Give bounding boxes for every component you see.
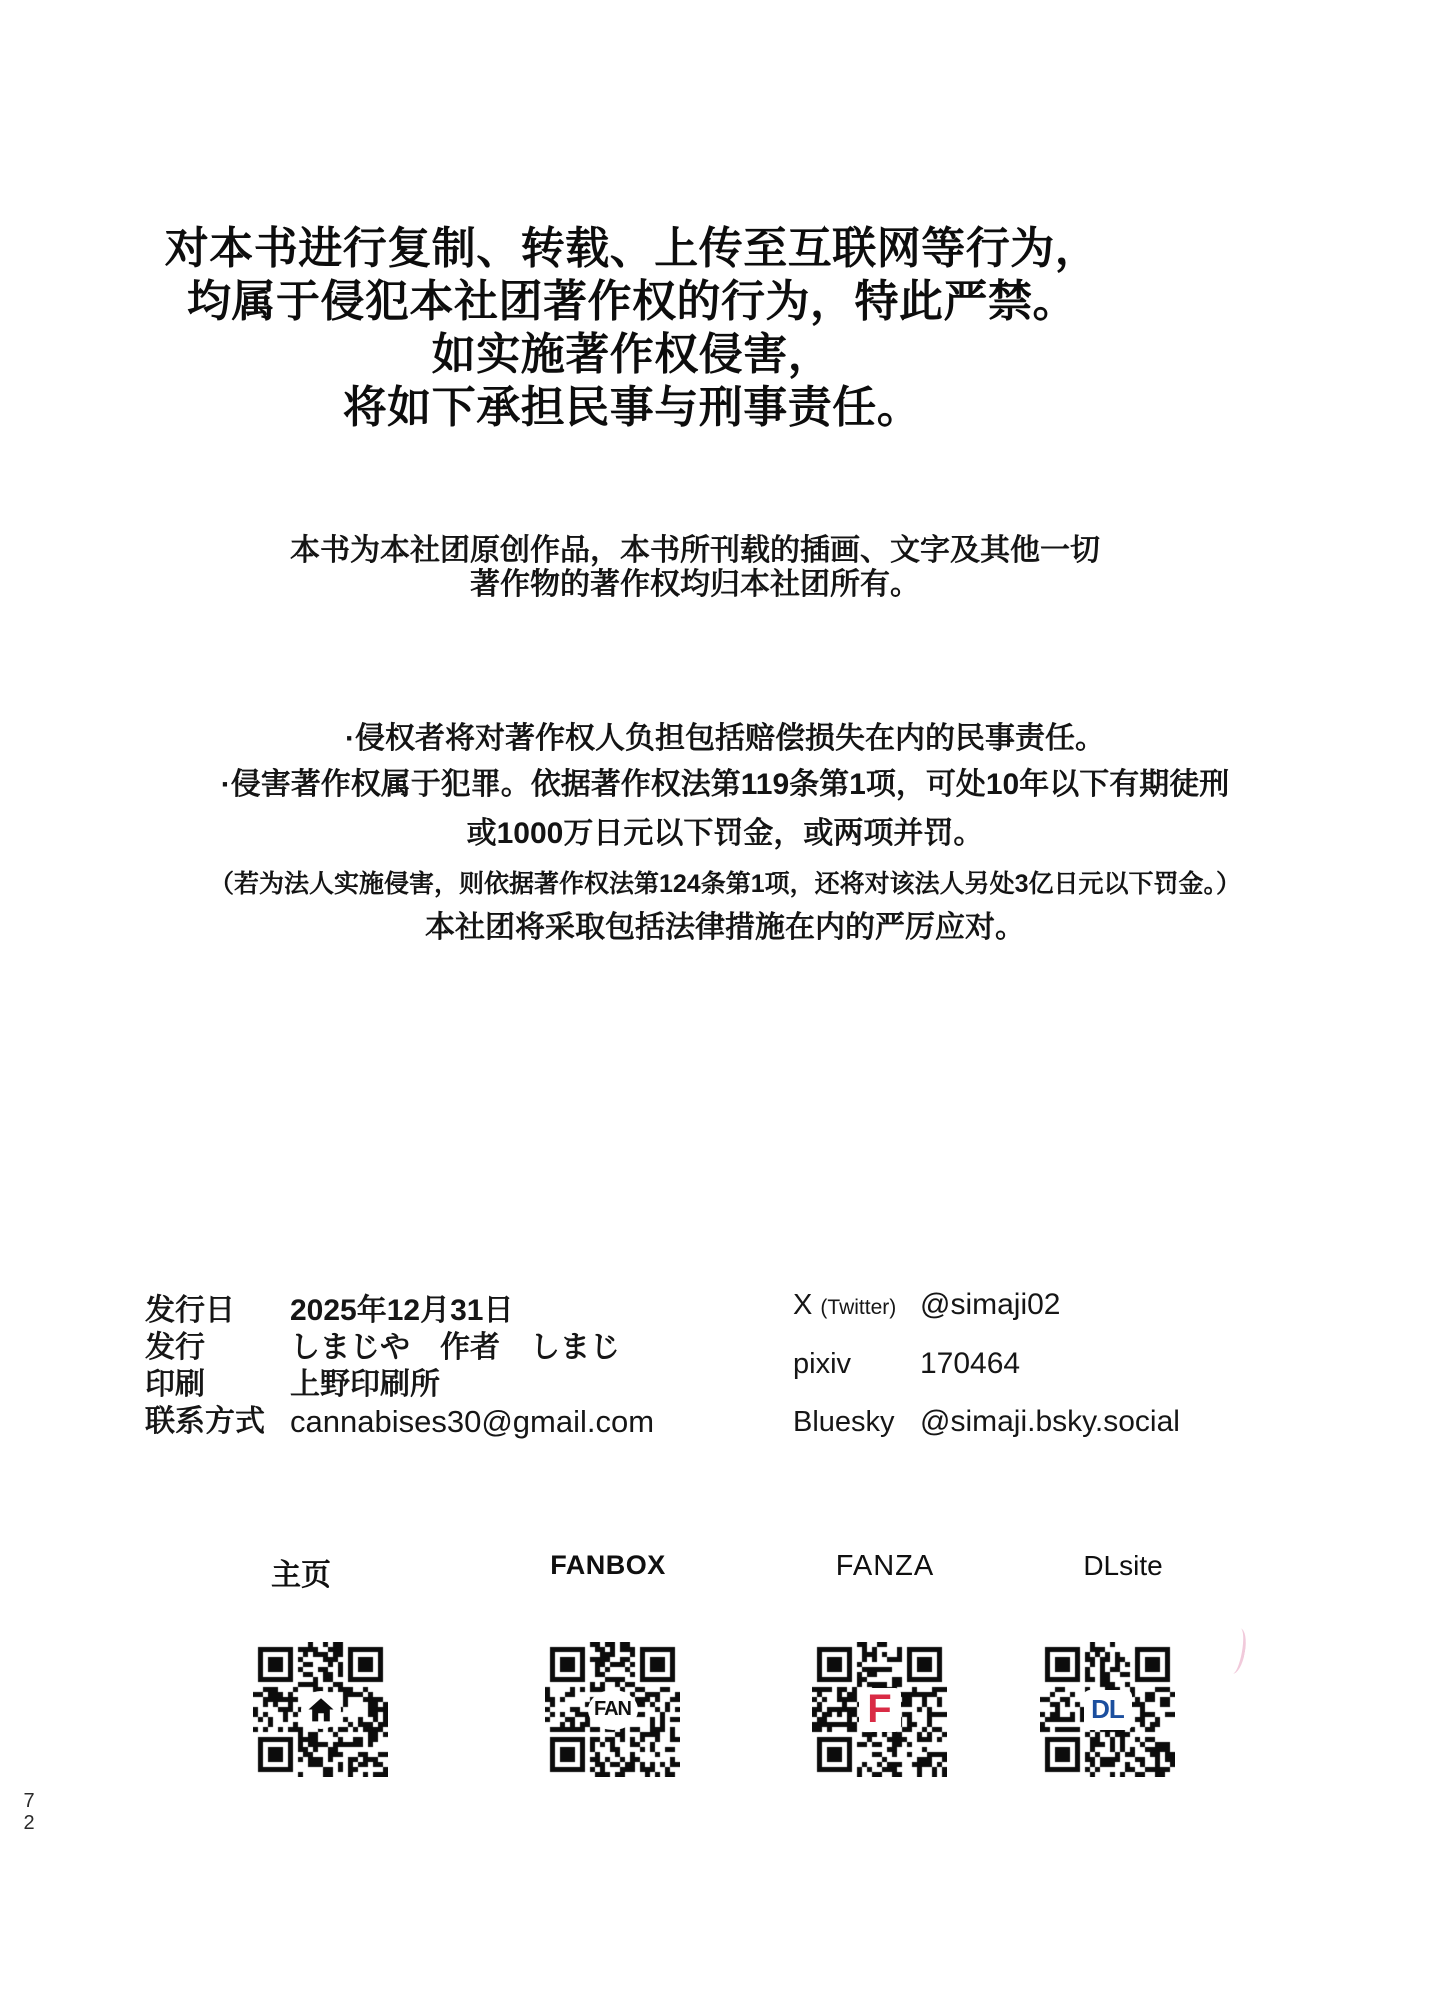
page-number — [20, 1790, 38, 1834]
legal-line-enforcement: 本社团将采取包括法律措施在内的严厉应对。 — [425, 911, 1025, 944]
bluesky-label: Bluesky — [793, 1406, 895, 1438]
colophon-label: 联系方式 — [145, 1405, 265, 1438]
pixiv-label: pixiv — [793, 1348, 852, 1380]
publisher-value: しまじや 作者 しまじ — [290, 1331, 620, 1364]
colophon-label: 印刷 — [145, 1368, 205, 1401]
scan-artifact-mark — [1224, 1627, 1249, 1675]
ownership-line: 本书为本社团原创作品，本书所刊载的插画、文字及其他一切 — [290, 534, 1100, 567]
dlsite-letters-icon: DL — [1084, 1690, 1132, 1730]
social-row-twitter — [793, 1288, 1180, 1322]
page-number-digit: 2 — [23, 1812, 35, 1834]
social-links-block — [793, 1288, 1180, 1464]
bluesky-handle: @simaji.bsky.social — [920, 1405, 1180, 1438]
colophon-block — [145, 1292, 654, 1440]
social-row-bluesky — [793, 1405, 1180, 1439]
qr-code-fanbox — [545, 1642, 680, 1777]
printer-value: 上野印刷所 — [290, 1368, 440, 1401]
twitter-label: X (Twitter) — [793, 1289, 897, 1321]
issue-date-value: 2025年12月31日 — [290, 1294, 514, 1327]
colophon-row-publisher — [145, 1329, 654, 1366]
ownership-note — [65, 534, 1325, 602]
qr-label-fanbox: FANBOX — [550, 1550, 666, 1580]
legal-line-corporate: （若为法人实施侵害，则依据著作权法第124条第1项，还将对该法人另处3亿日元以下罚金。） — [208, 870, 1242, 898]
ownership-line: 著作物的著作权均归本社团所有。 — [470, 568, 920, 601]
contact-email-value: cannabises30@gmail.com — [290, 1404, 655, 1439]
fanbox-text-icon: FAN — [588, 1690, 638, 1730]
pixiv-id: 170464 — [920, 1347, 1021, 1380]
home-icon — [301, 1691, 341, 1729]
warning-line: 均属于侵犯本社团著作权的行为，特此严禁。 — [187, 277, 1077, 326]
twitter-handle: @simaji02 — [920, 1288, 1061, 1321]
qr-code-fanza — [812, 1642, 947, 1777]
qr-code-dlsite — [1040, 1642, 1175, 1777]
qr-label-fanza: FANZA — [835, 1550, 935, 1582]
colophon-row-contact — [145, 1403, 654, 1440]
legal-line-criminal-2: 或1000万日元以下罚金，或两项并罚。 — [466, 817, 984, 850]
warning-line: 如实施著作权侵害， — [431, 330, 833, 379]
warning-line: 对本书进行复制、转载、上传至互联网等行为， — [164, 224, 1100, 273]
qr-label-dlsite: DLsite — [1083, 1550, 1163, 1581]
page-number-digit: 7 — [23, 1790, 35, 1812]
colophon-row-printer — [145, 1366, 654, 1403]
qr-label-homepage: 主页 — [271, 1559, 331, 1592]
social-row-pixiv — [793, 1347, 1180, 1381]
colophon-label: 发行 — [145, 1331, 205, 1364]
twitter-label-note: (Twitter) — [820, 1296, 897, 1319]
copyright-warning-heading — [0, 222, 1264, 434]
colophon-label: 发行日 — [145, 1294, 235, 1327]
legal-line-civil: ·侵权者将对著作权人负担包括赔偿损失在内的民事责任。 — [345, 722, 1105, 755]
legal-liability-section — [95, 719, 1355, 948]
legal-line-criminal-1: ·侵害著作权属于犯罪。依据著作权法第119条第1项，可处10年以下有期徒刑 — [220, 768, 1230, 801]
qr-code-homepage — [253, 1642, 388, 1777]
colophon-row-issue-date — [145, 1292, 654, 1329]
fanza-letter-icon: F — [859, 1688, 901, 1732]
warning-line: 将如下承担民事与刑事责任。 — [342, 383, 922, 432]
